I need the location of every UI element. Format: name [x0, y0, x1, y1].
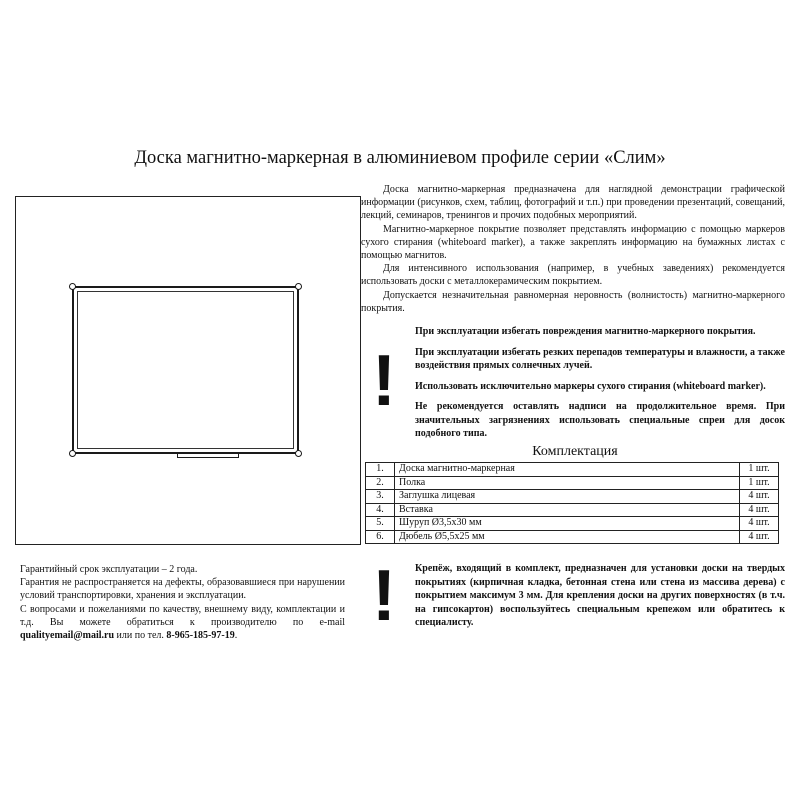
mount-warning-text: Крепёж, входящий в комплект, предназначен для установки доски на твердых покрытиях (кирпичная кладка, бетонная стена или стена из массива дерева) с покрытием максимум 3 мм. Для крепления доски на других поверхностях (в т.ч. на гипсокартон) воспользуйтесь специальным крепежом или обратитесь к специалисту.	[415, 563, 785, 628]
kit-row-name: Дюбель Ø5,5x25 мм	[395, 530, 740, 544]
warning-item: Не рекомендуется оставлять надписи на продолжительное время. При значительных загрязнениях использовать специальные спреи для досок подобного типа.	[415, 401, 785, 439]
warning-item: При эксплуатации избегать повреждения магнитно-маркерного покрытия.	[415, 326, 756, 337]
warnings-block	[415, 325, 785, 448]
kit-row-number: 1.	[366, 463, 395, 477]
kit-row-number: 4.	[366, 503, 395, 517]
kit-row-name: Заглушка лицевая	[395, 490, 740, 504]
kit-row-number: 2.	[366, 476, 395, 490]
kit-row-qty: 4 шт.	[740, 490, 779, 504]
warning-item: При эксплуатации избегать резких перепадов температуры и влажности, а также воздействия прямых солнечных лучей.	[415, 346, 785, 371]
corner-cap	[295, 283, 302, 290]
corner-cap	[69, 283, 76, 290]
kit-row-number: 3.	[366, 490, 395, 504]
warranty-period: Гарантийный срок эксплуатации – 2 года.	[20, 564, 198, 575]
exclamation-icon: !	[372, 341, 396, 421]
kit-row-qty: 4 шт.	[740, 517, 779, 531]
description	[361, 183, 785, 315]
contact-text: .	[234, 630, 238, 642]
description-paragraph: Магнитно-маркерное покрытие позволяет представлять информацию с помощью маркеров сухого стирания (whiteboard marker), а также закреплять информацию на бумажных листах с помощью магнитов.	[361, 223, 785, 262]
kit-row-number: 5.	[366, 517, 395, 531]
kit-row-name: Шуруп Ø3,5x30 мм	[395, 517, 740, 531]
warranty-contact	[20, 603, 345, 643]
whiteboard-illustration	[72, 286, 299, 454]
kit-row-qty: 1 шт.	[740, 476, 779, 490]
description-paragraph: Доска магнитно-маркерная предназначена для наглядной демонстрации графической информации (рисунков, схем, таблиц, фотографий и т.п.) при проведении презентаций, совещаний, лекций, семинаров, тренингов и прочих подобных мероприятий.	[361, 184, 785, 222]
document-title: Доска магнитно-маркерная в алюминиевом профиле серии «Слим»	[134, 148, 666, 168]
kit-row-qty: 1 шт.	[740, 463, 779, 477]
kit-table	[365, 462, 779, 544]
table-row	[366, 463, 779, 477]
warranty-block	[20, 563, 345, 642]
description-paragraph: Для интенсивного использования (например, в учебных заведениях) рекомендуется использовать доски с металлокерамическим покрытием.	[361, 263, 785, 288]
contact-email: qualityemail@mail.ru	[20, 630, 115, 642]
kit-row-qty: 4 шт.	[740, 503, 779, 517]
corner-cap	[295, 450, 302, 457]
contact-text: С вопросами и пожеланиями по качеству, внешнему виду, комплектации и т.д. Вы можете обратиться к производителю по e-mail	[20, 603, 345, 628]
exclamation-icon: !	[372, 556, 396, 636]
kit-row-name: Вставка	[395, 503, 740, 517]
kit-row-qty: 4 шт.	[740, 530, 779, 544]
contact-text: или по тел.	[114, 630, 167, 642]
corner-cap	[69, 450, 76, 457]
table-row	[366, 490, 779, 504]
table-row	[366, 476, 779, 490]
kit-row-name: Доска магнитно-маркерная	[395, 463, 740, 477]
table-row	[366, 503, 779, 517]
description-paragraph: Допускается незначительная равномерная неровность (волнистость) магнитно-маркерного покрытия.	[361, 289, 785, 314]
warranty-exclusions: Гарантия не распространяется на дефекты, образовавшиеся при нарушении условий транспортировки, хранения и эксплуатации.	[20, 577, 345, 602]
illustration-frame	[15, 196, 361, 545]
mount-warning-block	[415, 562, 785, 630]
kit-row-name: Полка	[395, 476, 740, 490]
contact-phone: 8-965-185-97-19	[166, 630, 235, 642]
table-row	[366, 517, 779, 531]
warning-item: Использовать исключительно маркеры сухого стирания (whiteboard marker).	[415, 380, 766, 392]
kit-row-number: 6.	[366, 530, 395, 544]
marker-tray	[177, 453, 239, 458]
kit-title: Комплектация	[532, 444, 618, 459]
table-row	[366, 530, 779, 544]
